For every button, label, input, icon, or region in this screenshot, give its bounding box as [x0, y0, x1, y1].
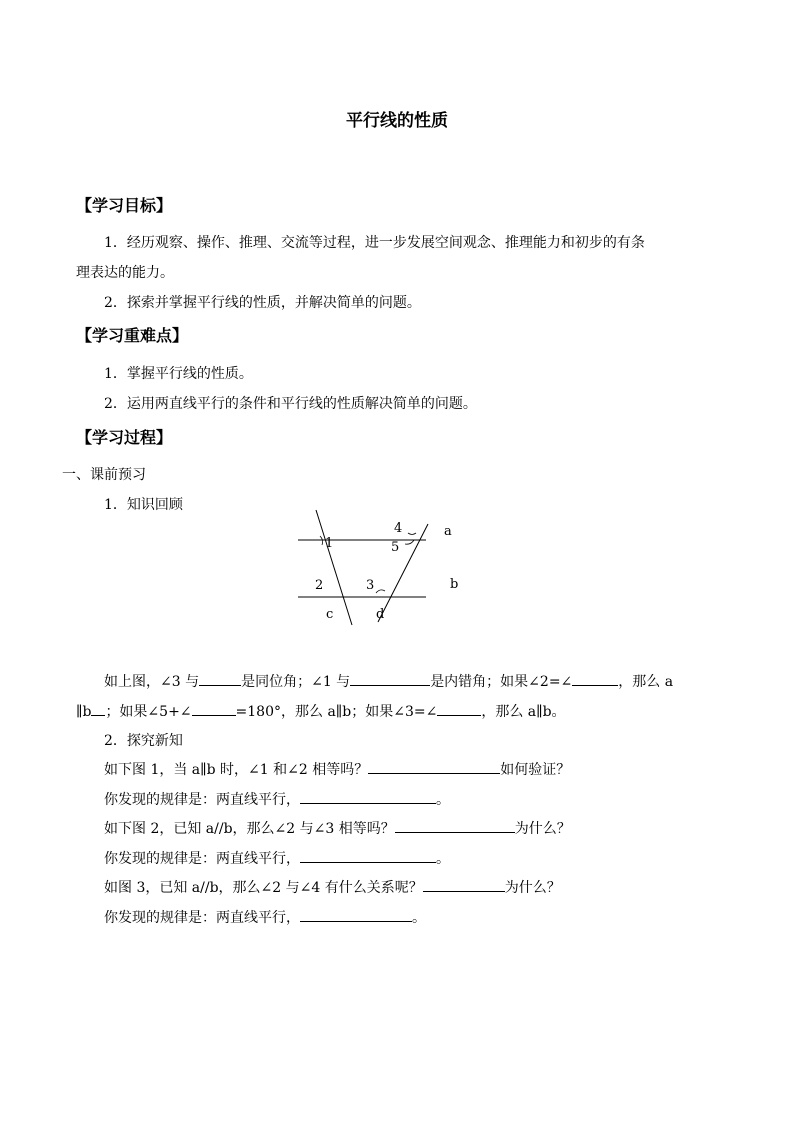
section-heading-goals: 【学习目标】	[76, 196, 173, 215]
line-c	[316, 510, 352, 625]
keypoint-item-2: 2．运用两直线平行的条件和平行线的性质解决简单的问题。	[104, 396, 477, 412]
figure-3-question: 如图 3，已知 a//b，那么∠2 与∠4 有什么关系呢？ 为什么？	[104, 877, 561, 897]
goal-item-2: 2．探索并掌握平行线的性质，并解决简单的问题。	[104, 295, 421, 311]
angle-4-arc	[408, 533, 416, 535]
section-heading-process: 【学习过程】	[76, 428, 173, 447]
label-b: b	[450, 577, 459, 592]
label-a: a	[444, 524, 452, 539]
part-heading-preview: 一、课前预习	[62, 467, 146, 483]
rule-line-1: 你发现的规律是：两直线平行， 。	[104, 789, 450, 809]
answer-blank[interactable]	[199, 671, 241, 686]
subheading-explore: 2．探究新知	[104, 733, 183, 749]
label-2: 2	[315, 578, 324, 593]
question-line-1: 如上图，∠3 与 是同位角；∠1 与 是内错角；如果∠2=∠ ，那么 a	[104, 671, 673, 691]
line-d	[378, 524, 428, 622]
answer-blank[interactable]	[368, 759, 500, 774]
answer-blank[interactable]	[423, 877, 505, 892]
answer-blank[interactable]	[91, 701, 105, 716]
answer-blank[interactable]	[192, 701, 236, 716]
parallel-lines-figure	[290, 505, 480, 635]
answer-blank[interactable]	[572, 671, 618, 686]
answer-blank[interactable]	[300, 907, 412, 922]
angle-3-arc	[376, 590, 385, 593]
answer-blank[interactable]	[300, 848, 436, 863]
answer-blank[interactable]	[437, 701, 481, 716]
goal-item-1-line1: 1．经历观察、操作、推理、交流等过程，进一步发展空间观念、推理能力和初步的有条	[104, 235, 645, 251]
figure-1-question: 如下图 1，当 a∥b 时，∠1 和∠2 相等吗？ 如何验证？	[104, 759, 570, 779]
keypoint-item-1: 1．掌握平行线的性质。	[104, 366, 253, 382]
label-4: 4	[394, 521, 403, 536]
answer-blank[interactable]	[350, 671, 430, 686]
rule-line-3: 你发现的规律是：两直线平行， 。	[104, 907, 426, 927]
goal-item-1-line2: 理表达的能力。	[76, 265, 174, 281]
subheading-review: 1．知识回顾	[104, 497, 183, 513]
label-3: 3	[366, 578, 375, 593]
page-title: 平行线的性质	[346, 111, 448, 131]
rule-line-2: 你发现的规律是：两直线平行， 。	[104, 848, 450, 868]
label-1: 1	[325, 536, 334, 551]
angle-5-arc	[405, 540, 414, 544]
section-heading-keypoints: 【学习重难点】	[76, 326, 189, 345]
label-5: 5	[391, 540, 400, 555]
question-line-2: ∥b ；如果∠5+∠ =180°，那么 a∥b；如果∠3=∠ ，那么 a∥b。	[76, 701, 566, 721]
label-c: c	[326, 607, 334, 622]
answer-blank[interactable]	[395, 818, 515, 833]
figure-2-question: 如下图 2，已知 a//b，那么∠2 与∠3 相等吗？ 为什么？	[104, 818, 571, 838]
label-d: d	[376, 607, 385, 622]
answer-blank[interactable]	[300, 789, 436, 804]
